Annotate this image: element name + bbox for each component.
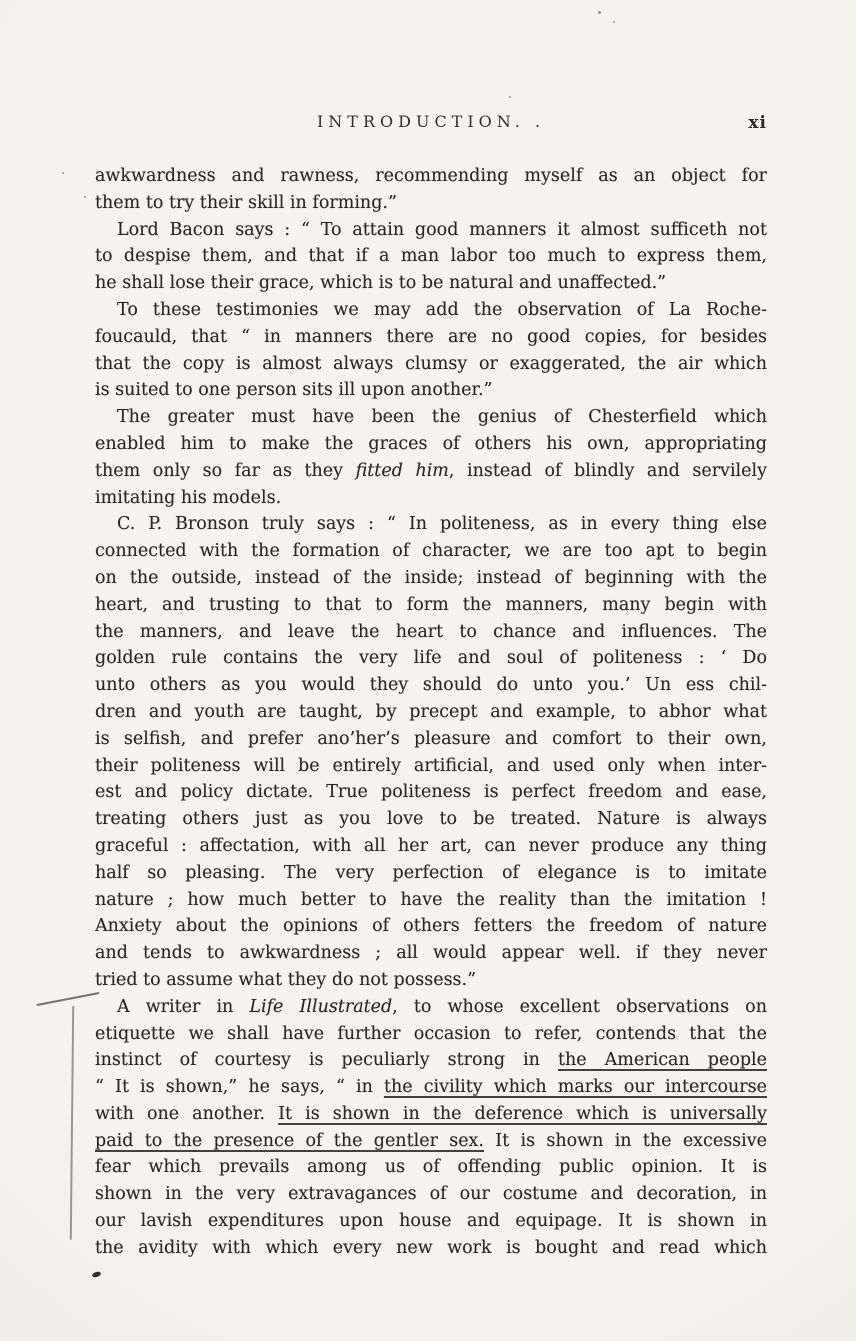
text-run: them to try their skill in forming.”	[95, 192, 397, 213]
text-line	[95, 243, 767, 270]
ink-blot	[91, 1271, 101, 1279]
page-header	[95, 112, 767, 138]
text-line	[95, 458, 767, 485]
text-line	[95, 619, 767, 646]
text-line	[95, 1101, 767, 1128]
text-line	[95, 1128, 767, 1155]
paragraph	[95, 217, 767, 297]
text-run: fitted him	[355, 460, 449, 481]
text-run: is selfish, and prefer ano’her’s pleasure and comfort to their own,	[95, 728, 767, 749]
text-run: is suited to one person sits ill upon another.”	[95, 380, 493, 401]
text-line	[95, 324, 767, 351]
scan-speck	[613, 21, 615, 23]
text-run: our lavish expenditures upon house and equipage. It is shown in	[95, 1211, 767, 1232]
text-run: connected with the formation of character, we are too apt to begin	[95, 541, 767, 562]
page-number: xi	[748, 113, 767, 133]
text-run: “ It is shown,” he says, “ in	[95, 1077, 384, 1098]
text-line	[95, 297, 767, 324]
text-run: etiquette we shall have further occasion to refer, contends that the	[95, 1023, 767, 1044]
text-run: C. P. Bronson truly says : “ In politeness, as in every thing else	[117, 514, 767, 535]
text-run: nature ; how much better to have the reality than the imitation !	[95, 889, 767, 910]
text-line	[95, 806, 767, 833]
text-run: fear which prevails among us of offending public opinion. It is	[95, 1157, 767, 1178]
text-run: half so pleasing. The very perfection of elegance is to imitate	[95, 862, 767, 883]
text-line	[95, 753, 767, 780]
pencil-margin-line	[70, 1006, 74, 1240]
text-run: shown in the very extravagances of our costume and decoration, in	[95, 1184, 767, 1205]
text-run: The greater must have been the genius of Chesterfield which	[117, 407, 767, 428]
text-line	[95, 511, 767, 538]
text-run: the civility which marks our intercourse	[383, 1077, 768, 1098]
paragraph	[95, 994, 767, 1262]
text-run: It is shown in the deference which is universally	[278, 1103, 767, 1124]
text-line	[95, 645, 767, 672]
text-line	[95, 565, 767, 592]
scan-speck	[598, 11, 601, 14]
text-run: the manners, and leave the heart to chance and influences. The	[95, 621, 767, 642]
scan-speck	[62, 172, 64, 174]
text-run: instinct of courtesy is peculiarly strong in	[95, 1050, 558, 1071]
text-line	[95, 967, 767, 994]
paragraph	[95, 297, 767, 404]
paragraph	[95, 163, 767, 217]
text-line	[95, 404, 767, 431]
text-line	[95, 940, 767, 967]
text-run: , to whose excellent observations on	[392, 996, 767, 1017]
text-line	[95, 1021, 767, 1048]
text-run: Life Illustrated	[249, 996, 393, 1017]
text-run: est and policy dictate. True politeness is perfect freedom and ease,	[95, 782, 767, 803]
text-run: with one another.	[95, 1103, 279, 1124]
text-line	[95, 431, 767, 458]
text-line	[95, 1181, 767, 1208]
text-line	[95, 351, 767, 378]
text-run: to despise them, and that if a man labor too much to express them,	[95, 246, 767, 267]
text-run: It is shown in the excessive	[484, 1130, 767, 1151]
scan-speck	[84, 196, 86, 198]
paragraph	[95, 404, 767, 511]
text-run: golden rule contains the very life and soul of politeness : ‘ Do	[95, 648, 767, 669]
text-line	[95, 699, 767, 726]
text-run: heart, and trusting to that to form the manners, many begin with	[95, 594, 767, 615]
text-run: the American people	[557, 1050, 768, 1071]
text-line	[95, 485, 767, 512]
text-line	[95, 779, 767, 806]
text-line	[95, 994, 767, 1021]
text-line	[95, 1208, 767, 1235]
text-run: Anxiety about the opinions of others fetters the freedom of nature	[95, 916, 767, 937]
text-line	[95, 377, 767, 404]
text-run: them only so far as they	[95, 460, 356, 481]
text-run: Lord Bacon says : “ To attain good manners it almost sufficeth not	[117, 219, 767, 240]
paragraph	[95, 511, 767, 993]
text-line	[95, 833, 767, 860]
text-run: foucauld, that “ in manners there are no good copies, for besides	[95, 326, 767, 347]
text-run: he shall lose their grace, which is to be natural and unaffected.”	[95, 273, 667, 294]
text-run: tried to assume what they do not possess.”	[95, 969, 477, 990]
text-run: unto others as you would they should do unto you.’ Un ess chil-	[95, 675, 767, 696]
text-run: the avidity with which every new work is bought and read which	[95, 1237, 767, 1258]
text-line	[95, 592, 767, 619]
text-line	[95, 217, 767, 244]
text-run: imitating his models.	[95, 487, 282, 508]
text-run: that the copy is almost always clumsy or exaggerated, the air which	[95, 353, 767, 374]
text-run: treating others just as you love to be treated. Nature is always	[95, 809, 767, 830]
text-line	[95, 1047, 767, 1074]
text-line	[95, 1154, 767, 1181]
text-run: dren and youth are taught, by precept and example, to abhor what	[95, 701, 767, 722]
text-run: their politeness will be entirely artificial, and used only when inter-	[95, 755, 767, 776]
text-line	[95, 913, 767, 940]
text-line	[95, 726, 767, 753]
text-run: enabled him to make the graces of others his own, appropriating	[95, 433, 767, 454]
text-run: , instead of blindly and servilely	[448, 460, 767, 481]
pencil-tick-mark	[36, 992, 99, 1006]
text-line	[95, 163, 767, 190]
text-line	[95, 538, 767, 565]
text-run: awkwardness and rawness, recommending myself as an object for	[95, 166, 767, 186]
text-line	[95, 672, 767, 699]
text-run: on the outside, instead of the inside; instead of beginning with the	[95, 567, 767, 588]
text-line	[95, 1235, 767, 1262]
page-body	[95, 163, 767, 1262]
text-line	[95, 190, 767, 217]
text-run: graceful : affectation, with all her art, can never produce any thing	[95, 835, 767, 856]
text-line	[95, 270, 767, 297]
text-line	[95, 860, 767, 887]
scan-speck	[509, 96, 511, 98]
text-run: and tends to awkwardness ; all would appear well. if they never	[95, 943, 767, 964]
text-run: paid to the presence of the gentler sex.	[95, 1130, 484, 1151]
text-line	[95, 1074, 767, 1101]
running-title: INTRODUCTION. .	[316, 112, 546, 131]
text-run: A writer in	[117, 996, 250, 1017]
text-run: To these testimonies we may add the observation of La Roche-	[117, 299, 767, 320]
text-line	[95, 887, 767, 914]
